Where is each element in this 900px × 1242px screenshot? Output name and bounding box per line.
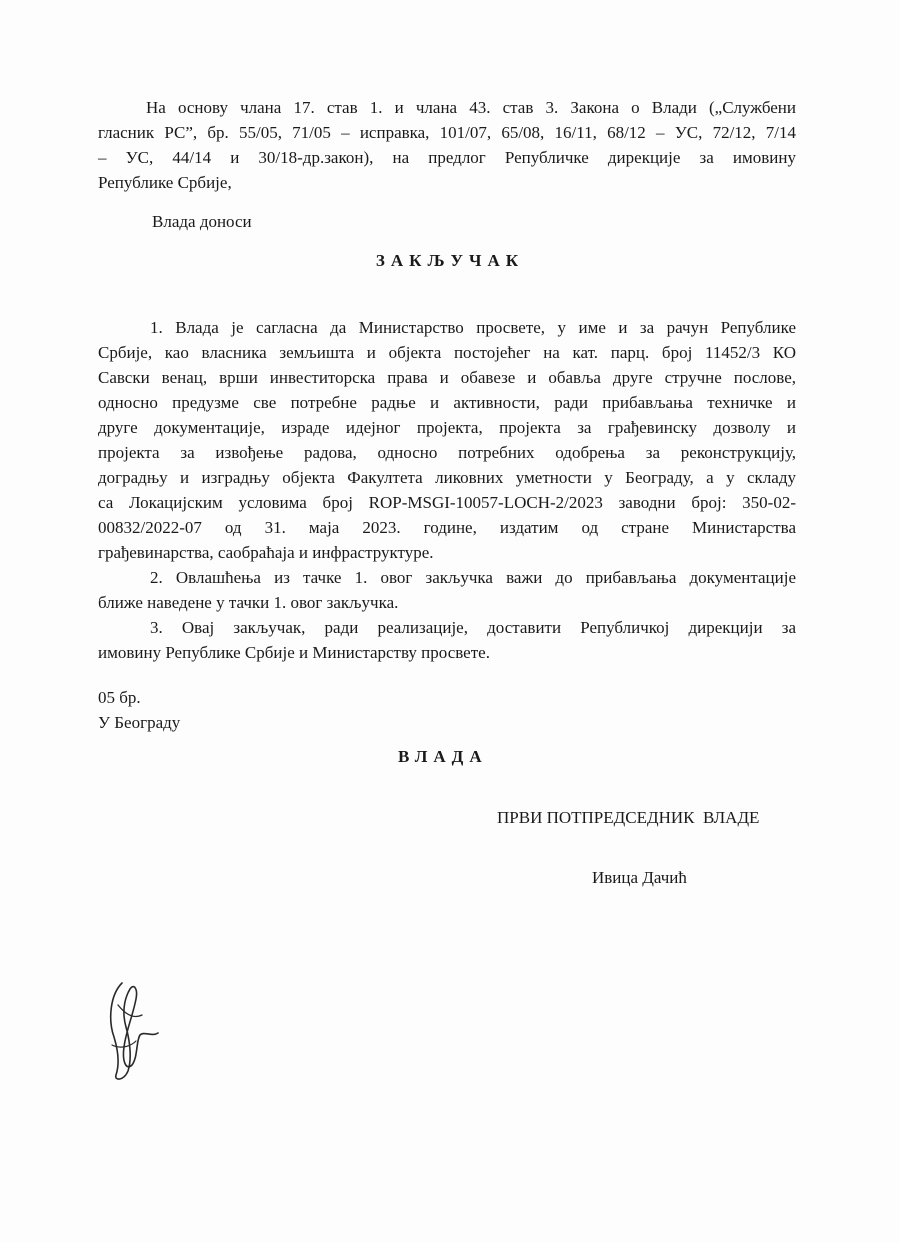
point-2-line-2: ближе наведене у тачки 1. овог закључка.	[98, 593, 399, 612]
preamble-line-2: гласник РС”, бр. 55/05, 71/05 – исправка, 101/07, 65/08, 16/11, 68/12 – УС, 72/12, 7/14	[98, 123, 796, 142]
signatory-position: ПРВИ ПОТПРЕДСЕДНИК ВЛАДЕ	[497, 808, 760, 827]
point-1-line-5: друге документације, израде идејног пројекта, пројекта за грађевинску дозволу и	[98, 418, 796, 437]
document-title: ЗАКЉУЧАК	[375, 251, 525, 270]
point-1-line-9: 00832/2022-07 од 31. маја 2023. године, издатим од стране Министарства	[98, 518, 796, 537]
preamble-line-1: На основу члана 17. став 1. и члана 43. став 3. Закона о Влади („Службени	[146, 98, 796, 117]
point-2-line-1: 2. Овлашћења из тачке 1. овог закључка важи до прибављања документације	[150, 568, 796, 587]
point-1-line-4: односно предузме све потребне радње и активности, ради прибављања техничке и	[98, 393, 796, 412]
point-3-line-1: 3. Овај закључак, ради реализације, доставити Републичкој дирекцији за	[150, 618, 796, 637]
preamble-line-4: Републике Србије,	[98, 173, 232, 192]
issuer-line: Влада доноси	[152, 212, 252, 231]
point-1-line-7: доградњу и изградњу објекта Факултета ликовних уметности у Београду, а у складу	[98, 468, 796, 487]
point-1-line-1: 1. Влада је сагласна да Министарство просвете, у име и за рачун Републике	[150, 318, 796, 337]
point-1-line-3: Савски венац, врши инвеститорска права и обавезе и обавља друге стручне послове,	[98, 368, 796, 387]
point-1-line-8: са Локацијским условима број ROP-MSGI-10057-LOCH-2/2023 заводни број: 350-02-	[98, 493, 796, 512]
handwritten-signature	[100, 975, 170, 1085]
preamble-line-3: – УС, 44/14 и 30/18-др.закон), на предлог Републичке дирекције за имовину	[98, 148, 796, 167]
signatory-name: Ивица Дачић	[592, 868, 687, 887]
point-3-line-2: имовину Републике Србије и Министарству просвете.	[98, 643, 490, 662]
issuing-body: ВЛАДА	[398, 747, 488, 766]
point-1-line-10: грађевинарства, саобраћаја и инфраструктуре.	[98, 543, 434, 562]
point-1-line-2: Србије, као власника земљишта и објекта постојећег на кат. парц. број 11452/3 КО	[98, 343, 796, 362]
document-place: У Београду	[98, 713, 181, 732]
point-1-line-6: пројекта за извођење радова, односно потребних одобрења за реконструкцију,	[98, 443, 796, 462]
document-number: 05 бр.	[98, 688, 141, 707]
